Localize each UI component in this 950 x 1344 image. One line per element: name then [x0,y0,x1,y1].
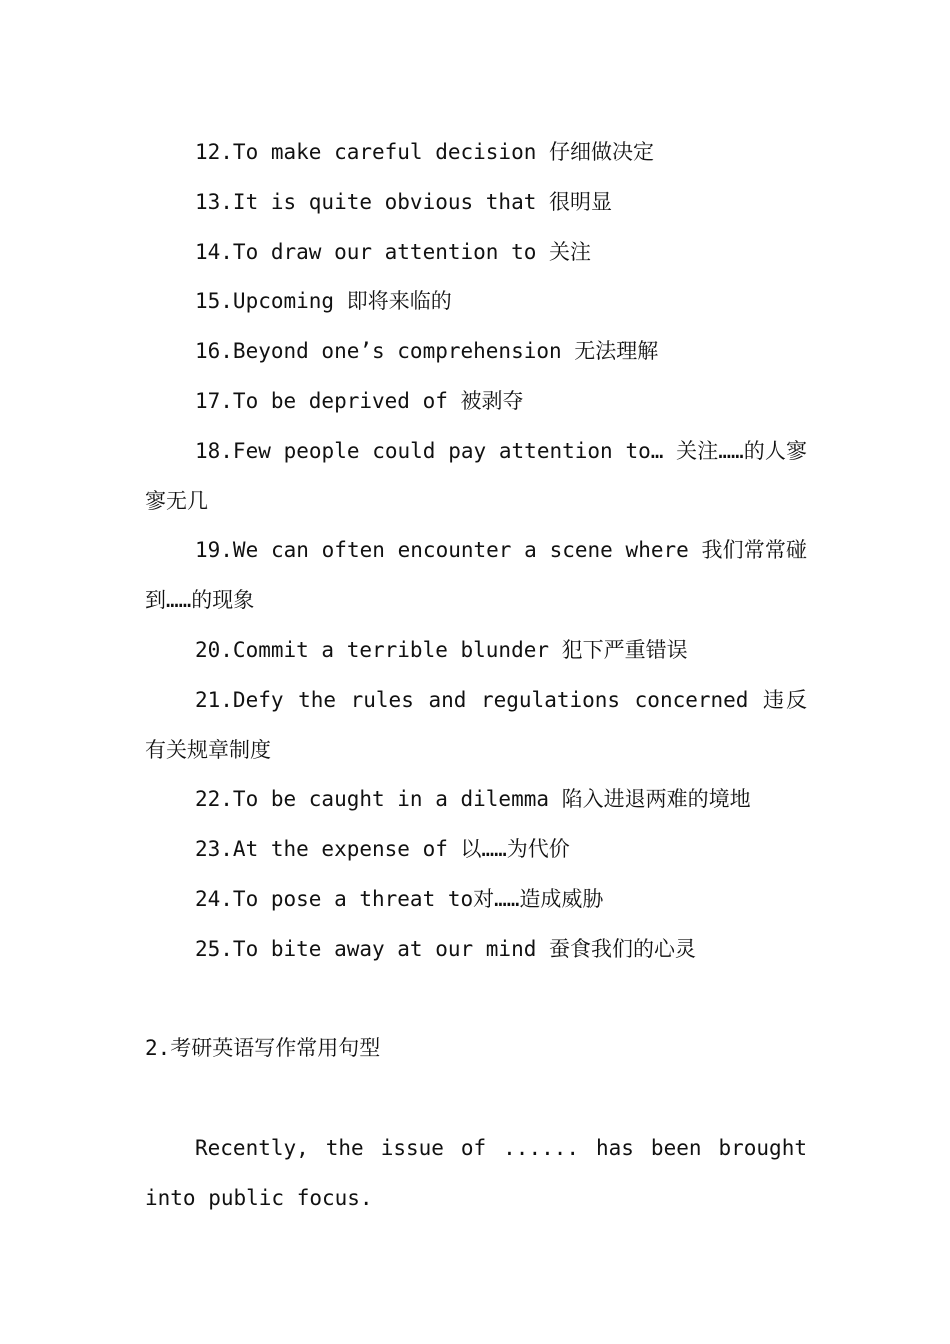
phrase-item-20: 20.Commit a terrible blunder 犯下严重错误 [195,637,688,662]
phrase-item-18: 18.Few people could pay attention to… 关注……的人寥寥无几 [145,438,807,513]
phrase-item-16: 16.Beyond one’s comprehension 无法理解 [195,339,659,364]
phrase-item-24: 24.To pose a threat to对……造成威胁 [195,886,604,911]
phrase-item-21: 21.Defy the rules and regulations concerned 违反有关规章制度 [145,687,807,762]
section-spacer [145,975,807,1025]
document-content [145,128,820,1224]
phrase-item-17: 17.To be deprived of 被剥夺 [195,388,524,413]
phrase-item-12: 12.To make careful decision 仔细做决定 [195,140,655,164]
phrase-item-15: 15.Upcoming 即将来临的 [195,289,452,314]
section-heading: 2.考研英语写作常用句型 [145,1036,381,1061]
phrase-item-14: 14.To draw our attention to 关注 [195,239,592,264]
phrase-item-13: 13.It is quite obvious that 很明显 [195,189,613,214]
phrase-item-23: 23.At the expense of 以……为代价 [195,837,570,862]
phrase-item-22: 22.To be caught in a dilemma 陷入进退两难的境地 [195,787,751,812]
phrase-list [145,128,807,975]
phrase-item-19: 19.We can often encounter a scene where 我们常常碰到……的现象 [145,538,807,613]
paragraph-spacer [145,1074,807,1124]
phrase-item-25: 25.To bite away at our mind 蚕食我们的心灵 [195,936,697,961]
body-paragraph: Recently, the issue of ...... has been brought into public focus. [145,1135,820,1210]
